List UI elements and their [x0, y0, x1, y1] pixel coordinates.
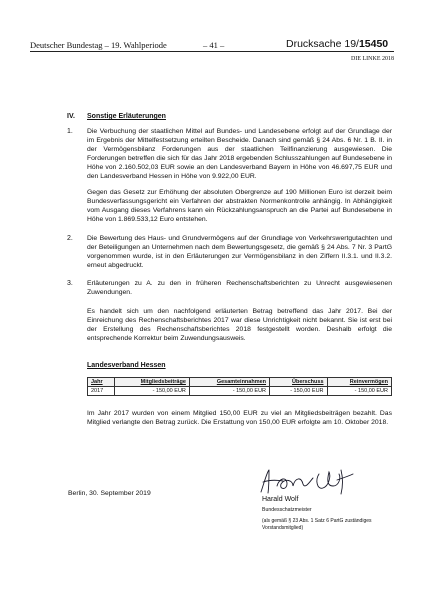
header-divider	[30, 51, 394, 52]
table-cell: - 150,00 EUR	[270, 387, 327, 396]
section-number: IV.	[67, 113, 75, 120]
table-header-row	[88, 378, 392, 387]
paragraph-erstattung: Im Jahr 2017 wurden von einem Mitglied 150,00 EUR zu viel an Mitgliedsbeiträgen bezahlt. Das Mitglied verlangte den Betrag zurück. Die Erstattung von 150,00 EUR erfolgte am 10. Oktober 2018.	[87, 410, 392, 426]
section-title: Sonstige Erläuterungen	[87, 113, 166, 120]
signatory-note: (als gemäß § 23 Abs. 1 Satz 6 PartG zuständiges Vorstandsmitglied)	[262, 518, 372, 531]
correction-table	[87, 377, 392, 396]
column-header-ueberschuss: Überschuss	[270, 378, 327, 387]
drucksache-label	[286, 38, 388, 50]
table-cell: 2017	[88, 387, 115, 396]
column-header-jahr: Jahr	[88, 378, 115, 387]
table-cell: - 150,00 EUR	[189, 387, 269, 396]
landesverband-title: Landesverband Hessen	[87, 362, 166, 369]
table-cell: - 150,00 EUR	[327, 387, 391, 396]
column-header-reinvermoegen: Reinvermögen	[327, 378, 391, 387]
table-cell: - 150,00 EUR	[115, 387, 189, 396]
drucksache-number: 15450	[358, 38, 389, 50]
signatory-role: Bundesschatzmeister	[262, 507, 312, 513]
item-number: 1.	[67, 128, 73, 135]
paragraph-erlaeuterungen: Erläuterungen zu A. zu den in früheren Rechenschaftsberichten zu Unrecht ausgewiesenen Zuwendungen.	[87, 280, 392, 296]
column-header-gesamteinnahmen: Gesamteinnahmen	[189, 378, 269, 387]
header-left: Deutscher Bundestag – 19. Wahlperiode	[30, 40, 167, 50]
column-header-mitgliedsbeitraege: Mitgliedsbeiträge	[115, 378, 189, 387]
drucksache-prefix: Drucksache 19/	[286, 38, 359, 50]
paragraph-korrektur: Es handelt sich um den nachfolgend erläuterten Betrag betreffend das Jahr 2017. Bei der Einreichung des Rechenschaftsberichtes 2017 war diese Unrichtigkeit nicht bekannt. Sie ist erst bei der Erstellung des Rechenschaftsberichtes 2018 festgestellt worden. Deshalb erfolgt die entsprechende Korrektur beim Zuwendungsausweis.	[87, 308, 392, 342]
handwritten-signature	[257, 466, 357, 496]
paragraph-obergrenze: Gegen das Gesetz zur Erhöhung der absoluten Obergrenze auf 190 Millionen Euro ist derzeit beim Bundesverfassungsgericht ein Verfahren der abstrakten Normenkontrolle anhängig. In Abhängigkeit vom Ausgang dieses Verfahrens kann ein Rückzahlungsanspruch an die Partei auf Bundesebene in Höhe von 1.869.533,12 Euro entstehen.	[87, 189, 392, 223]
page-number: – 41 –	[203, 40, 225, 50]
paragraph-bewertung: Die Bewertung des Haus- und Grundvermögens auf der Grundlage von Verkehrswertgutachten und der Beteiligungen an Unternehmen nach dem Bewertungsgesetz, die gemäß § 24 Abs. 7 Nr. 3 PartG vorgenommen wurde, ist in den Erläuterungen zur Vermögensbilanz in den Ziffern II.3.1. und II.3.2. erneut abgedruckt.	[87, 235, 392, 269]
item-number: 3.	[67, 280, 73, 287]
place-date: Berlin, 30. September 2019	[68, 490, 151, 497]
table-row	[88, 387, 392, 396]
party-label: DIE LINKE 2018	[351, 56, 394, 62]
item-number: 2.	[67, 235, 73, 242]
signatory-name: Harald Wolf	[262, 496, 299, 503]
paragraph-verbuchung: Die Verbuchung der staatlichen Mittel auf Bundes- und Landesebene erfolgt auf der Grundlage der im Ergebnis der Mittelfestsetzung erteilten Bescheide. Danach sind gemäß § 24 Abs. 6 Nr. 1 B. II. in der Vermögensbilanz Forderungen aus der staatlichen Teilfinanzierung ausgewiesen. Die Forderungen betreffen die sich für das Jahr 2018 ergebenden Schlusszahlungen auf Bundesebene in Höhe von 2.160.502,03 EUR sowie an den Landesverband Bayern in Höhe von 46.697,75 EUR und den Landesverband Hessen in Höhe von 9.922,00 EUR.	[87, 128, 392, 180]
